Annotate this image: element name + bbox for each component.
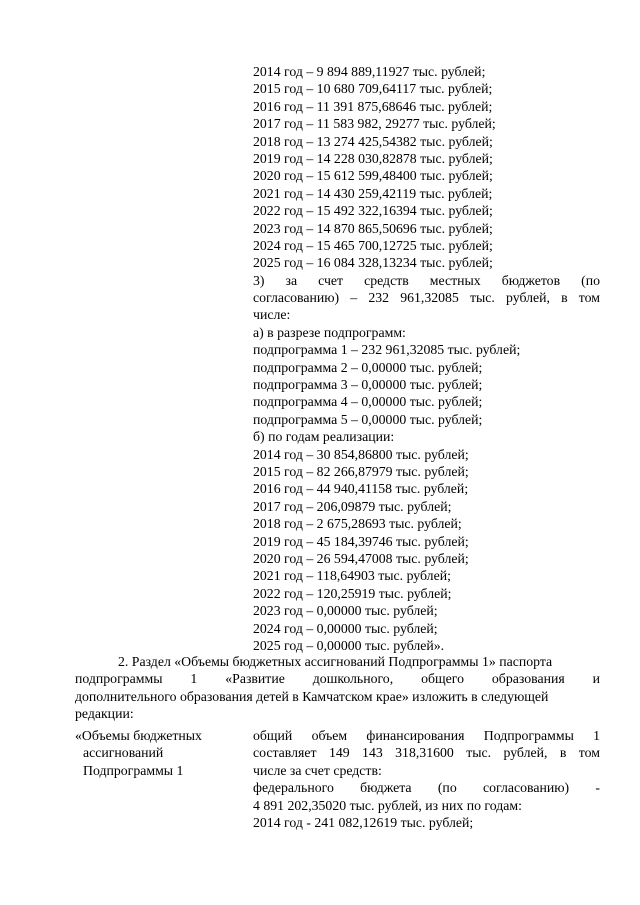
local-year-line: 2016 год – 44 940,41158 тыс. рублей;: [253, 481, 469, 497]
local-budget-heading-line: согласованию) – 232 961,32085 тыс. рублей, в том: [253, 290, 600, 306]
local-year-line: 2020 год – 26 594,47008 тыс. рублей;: [253, 550, 469, 566]
year-line: 2015 год – 10 680 709,64117 тыс. рублей;: [253, 81, 493, 97]
year-line: 2017 год – 11 583 982, 29277 тыс. рублей;: [253, 116, 496, 132]
local-year-line: 2017 год – 206,09879 тыс. рублей;: [253, 498, 452, 514]
year-line: 2020 год – 15 612 599,48400 тыс. рублей;: [253, 168, 493, 184]
regional-budget-years: [253, 63, 600, 654]
year-line: 2025 год – 16 084 328,13234 тыс. рублей;: [253, 255, 493, 271]
local-budget-heading-line: 3) за счет средств местных бюджетов (по: [253, 272, 600, 288]
local-year-line: 2025 год – 0,00000 тыс. рублей».: [253, 637, 445, 653]
subprogram-line: подпрограмма 2 – 0,00000 тыс. рублей;: [253, 359, 483, 375]
passport-value-line: составляет 149 143 318,31600 тыс. рублей, в том: [253, 745, 600, 761]
section-2-paragraph: [75, 653, 600, 723]
section-2-line: редакции:: [75, 706, 134, 722]
passport-value-line: 4 891 202,35020 тыс. рублей, из них по годам:: [253, 797, 522, 813]
passport-value-line: федерального бюджета (по согласованию) -: [253, 780, 600, 796]
year-line: 2023 год – 14 870 865,50696 тыс. рублей;: [253, 220, 493, 236]
local-year-line: 2019 год – 45 184,39746 тыс. рублей;: [253, 533, 469, 549]
subprogram-line: подпрограмма 4 – 0,00000 тыс. рублей;: [253, 394, 483, 410]
year-line: 2024 год – 15 465 700,12725 тыс. рублей;: [253, 237, 493, 253]
local-year-line: 2022 год – 120,25919 тыс. рублей;: [253, 585, 452, 601]
passport-value: [253, 727, 600, 831]
local-year-line: 2024 год – 0,00000 тыс. рублей;: [253, 620, 438, 636]
section-2-line: подпрограммы 1 «Развитие дошкольного, общего образования и: [75, 671, 600, 687]
passport-label-line: ассигнований: [83, 745, 164, 761]
year-line: 2021 год – 14 430 259,42119 тыс. рублей;: [253, 185, 493, 201]
by-subprogram-title: а) в разрезе подпрограмм:: [253, 324, 406, 340]
year-line: 2016 год – 11 391 875,68646 тыс. рублей;: [253, 98, 493, 114]
passport-label-line: Подпрограммы 1: [83, 762, 184, 778]
year-line: 2022 год – 15 492 322,16394 тыс. рублей;: [253, 203, 493, 219]
passport-label-line: «Объемы бюджетных: [75, 728, 202, 743]
subprogram-line: подпрограмма 5 – 0,00000 тыс. рублей;: [253, 411, 483, 427]
local-budget-heading-line: числе:: [253, 307, 291, 323]
passport-value-line: числе за счет средств:: [253, 762, 382, 778]
section-2-line: 2. Раздел «Объемы бюджетных ассигнований Подпрограммы 1» паспорта: [118, 654, 553, 669]
local-year-line: 2021 год – 118,64903 тыс. рублей;: [253, 568, 451, 584]
section-2-line: дополнительного образования детей в Камчатском крае» изложить в следующей: [75, 688, 549, 704]
by-year-title: б) по годам реализации:: [253, 429, 395, 445]
local-year-line: 2023 год – 0,00000 тыс. рублей;: [253, 603, 438, 619]
local-budget-block: [253, 272, 600, 655]
subprogram-line: подпрограмма 3 – 0,00000 тыс. рублей;: [253, 377, 483, 393]
passport-value-line: общий объем финансирования Подпрограммы 1: [253, 728, 600, 743]
local-year-line: 2015 год – 82 266,87979 тыс. рублей;: [253, 463, 469, 479]
subprogram-line: подпрограмма 1 – 232 961,32085 тыс. рублей;: [253, 342, 521, 358]
year-line: 2014 год – 9 894 889,11927 тыс. рублей;: [253, 64, 486, 79]
year-line: 2018 год – 13 274 425,54382 тыс. рублей;: [253, 133, 493, 149]
year-line: 2019 год – 14 228 030,82878 тыс. рублей;: [253, 150, 493, 166]
local-year-line: 2014 год – 30 854,86800 тыс. рублей;: [253, 446, 469, 462]
local-year-line: 2018 год – 2 675,28693 тыс. рублей;: [253, 516, 462, 532]
passport-value-line: 2014 год - 241 082,12619 тыс. рублей;: [253, 814, 474, 830]
passport-label: [75, 727, 235, 779]
